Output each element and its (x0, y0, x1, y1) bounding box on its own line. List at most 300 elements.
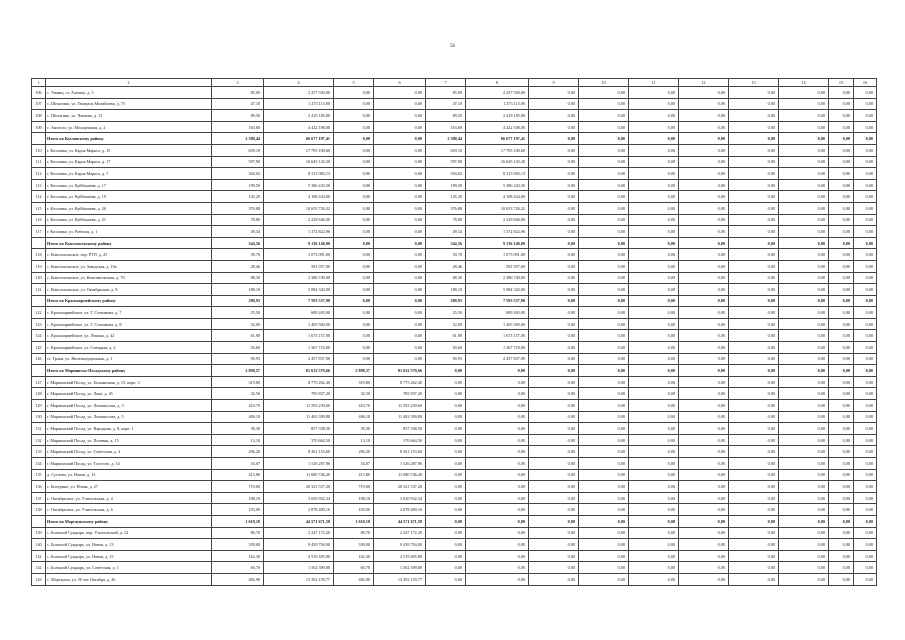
value-cell: 0,00 (829, 272, 854, 284)
value-cell: 0,00 (529, 307, 579, 319)
value-cell: 1 405 560,00 (264, 318, 334, 330)
value-cell: 5 084 343,00 (264, 284, 334, 296)
value-cell: 0,00 (779, 492, 829, 504)
value-cell: 0,00 (779, 179, 829, 191)
value-cell: 0,00 (679, 307, 729, 319)
value-cell: 78,80 (212, 214, 264, 226)
row-number-cell: 106 (32, 87, 46, 99)
row-number-cell: 126 (32, 353, 46, 365)
value-cell: 0,00 (679, 550, 729, 562)
value-cell: 0,00 (466, 423, 529, 435)
value-cell: 0,00 (829, 539, 854, 551)
value-cell: 0,00 (579, 353, 629, 365)
value-cell: 413,80 (212, 469, 264, 481)
value-cell: 0,00 (854, 237, 877, 249)
value-cell: 0,00 (679, 202, 729, 214)
value-cell: 0,00 (729, 318, 779, 330)
value-cell: 591 957,00 (264, 260, 334, 272)
value-cell: 0,00 (854, 110, 877, 122)
value-cell: 1 405 560,00 (466, 318, 529, 330)
row-number-cell: 107 (32, 98, 46, 110)
value-cell: 1 372 822,96 (264, 226, 334, 238)
value-cell: 0,00 (829, 446, 854, 458)
value-cell: 0,00 (779, 249, 829, 261)
row-number-cell: 131 (32, 423, 46, 435)
value-cell: 60,70 (334, 562, 374, 574)
address-cell: с. Большой Сундырь, ул. Советская, д. 1 (46, 562, 212, 574)
value-cell: 0,00 (529, 400, 579, 412)
value-cell: 188,10 (212, 284, 264, 296)
value-cell: 0,00 (829, 458, 854, 470)
row-number-cell (32, 365, 46, 377)
value-cell: 44 571 671,58 (374, 515, 426, 527)
value-cell: 0,00 (466, 481, 529, 493)
value-cell: 0,00 (829, 550, 854, 562)
value-cell: 413,80 (334, 469, 374, 481)
column-header: 5 (334, 79, 374, 87)
value-cell: 89,50 (212, 110, 264, 122)
row-number-cell: 119 (32, 260, 46, 272)
value-cell: 0,00 (579, 527, 629, 539)
value-cell: 0,00 (779, 504, 829, 516)
value-cell: 0,00 (629, 527, 679, 539)
value-cell: 719,00 (212, 481, 264, 493)
value-cell: 0,00 (829, 365, 854, 377)
value-cell: 719,00 (334, 481, 374, 493)
value-cell: 11 463 399,80 (374, 411, 426, 423)
value-cell: 25,50 (426, 307, 466, 319)
address-cell: с. Комсомольское, ул. Комсомольская, д. 70 (46, 272, 212, 284)
value-cell: 0,00 (374, 98, 426, 110)
value-cell: 11 463 399,80 (264, 411, 334, 423)
value-cell: 0,00 (466, 550, 529, 562)
value-cell: 0,00 (629, 249, 679, 261)
value-cell: 0,00 (426, 550, 466, 562)
value-cell: 0,00 (334, 110, 374, 122)
value-cell: 0,00 (529, 214, 579, 226)
value-cell: 3 020 932,34 (374, 492, 426, 504)
value-cell: 0,00 (679, 423, 729, 435)
value-cell: 0,00 (679, 330, 729, 342)
value-cell: 47,10 (426, 98, 466, 110)
value-cell: 0,00 (629, 121, 679, 133)
value-cell: 10 653 726,22 (466, 202, 529, 214)
value-cell: 89,50 (426, 110, 466, 122)
value-cell: 0,00 (629, 330, 679, 342)
value-cell: 0,00 (629, 388, 679, 400)
value-cell: 689 265,00 (264, 307, 334, 319)
value-cell: 0,00 (334, 226, 374, 238)
table-row (32, 307, 877, 319)
value-cell: 0,00 (854, 156, 877, 168)
value-cell: 0,00 (679, 214, 729, 226)
value-cell: 0,00 (829, 144, 854, 156)
value-cell: 0,00 (779, 156, 829, 168)
value-cell: 0,00 (334, 168, 374, 180)
address-cell: с. Шелагино, ул. Чапаева, д. 13 (46, 110, 212, 122)
value-cell: 0,00 (729, 527, 779, 539)
value-cell: 0,00 (579, 168, 629, 180)
table-row (32, 156, 877, 168)
value-cell: 0,00 (629, 469, 679, 481)
table-row (32, 423, 877, 435)
row-number-cell: 122 (32, 307, 46, 319)
value-cell: 0,00 (629, 446, 679, 458)
address-cell: д. Сутчево, ул. Новая, д. 13 (46, 469, 212, 481)
address-cell: г. Козловка, ул. Карла Маркса, д. 7 (46, 168, 212, 180)
value-cell: 0,00 (829, 423, 854, 435)
value-cell: 199,50 (212, 179, 264, 191)
value-cell: 0,00 (779, 539, 829, 551)
value-cell: 0,00 (579, 481, 629, 493)
value-cell: 0,00 (334, 202, 374, 214)
value-cell: 0,00 (854, 214, 877, 226)
value-cell: 1 073 091,00 (264, 249, 334, 261)
value-cell: 0,00 (529, 469, 579, 481)
value-cell: 0,00 (629, 226, 679, 238)
value-cell: 0,00 (779, 272, 829, 284)
value-cell: 0,00 (529, 226, 579, 238)
value-cell: 857 338,50 (374, 423, 426, 435)
value-cell: 0,00 (729, 515, 779, 527)
column-header: 9 (529, 79, 579, 87)
value-cell: 13 392 159,77 (264, 573, 334, 585)
value-cell: 0,00 (529, 481, 579, 493)
value-cell: 88,30 (426, 272, 466, 284)
value-cell: 296,20 (212, 446, 264, 458)
row-number-cell: 121 (32, 284, 46, 296)
value-cell: 39,30 (334, 423, 374, 435)
column-header: 12 (679, 79, 729, 87)
value-cell: 2 457 837,90 (466, 353, 529, 365)
value-cell: 370 664,50 (374, 434, 426, 446)
column-header: 16 (854, 79, 877, 87)
value-cell: 0,00 (426, 411, 466, 423)
column-header: 2 (46, 79, 212, 87)
value-cell: 0,00 (579, 562, 629, 574)
value-cell: 8 361 153,60 (374, 446, 426, 458)
value-cell: 0,00 (829, 481, 854, 493)
value-cell: 0,00 (579, 411, 629, 423)
value-cell: 0,00 (779, 98, 829, 110)
value-cell: 0,00 (829, 527, 854, 539)
value-cell: 4 108 434,00 (466, 191, 529, 203)
row-number-cell: 120 (32, 272, 46, 284)
value-cell: 0,00 (854, 284, 877, 296)
value-cell: 0,00 (854, 573, 877, 585)
row-number-cell: 128 (32, 388, 46, 400)
address-cell: г. Мариинский Посад, ул. Лаце, д. 45 (46, 388, 212, 400)
value-cell: 0,00 (629, 318, 679, 330)
table-total-row (32, 365, 877, 377)
value-cell: 0,00 (854, 446, 877, 458)
address-cell: г. Козловка, ул. Куйбышева, д. 21 (46, 214, 212, 226)
value-cell: 0,00 (854, 295, 877, 307)
value-cell: 0,00 (779, 260, 829, 272)
value-cell: 0,00 (854, 527, 877, 539)
value-cell: 0,00 (374, 110, 426, 122)
value-cell: 0,00 (679, 295, 729, 307)
value-cell: 0,00 (426, 400, 466, 412)
value-cell: 482,90 (212, 573, 264, 585)
value-cell: 0,00 (466, 573, 529, 585)
value-cell: 0,00 (854, 562, 877, 574)
value-cell: 0,00 (729, 260, 779, 272)
value-cell: 103,00 (334, 504, 374, 516)
value-cell: 1 610,18 (212, 515, 264, 527)
value-cell: 0,00 (426, 376, 466, 388)
value-cell: 2 457 837,90 (264, 353, 334, 365)
row-number-cell: 111 (32, 156, 46, 168)
value-cell: 296,20 (334, 446, 374, 458)
value-cell: 0,00 (829, 284, 854, 296)
value-cell: 0,00 (426, 515, 466, 527)
value-cell: 61,90 (212, 330, 264, 342)
value-cell: 1 367 718,00 (466, 342, 529, 354)
value-cell: 8 775 262,40 (264, 376, 334, 388)
value-cell: 0,00 (854, 133, 877, 145)
value-cell: 0,00 (679, 133, 729, 145)
value-cell: 0,00 (579, 272, 629, 284)
row-number-cell: 124 (32, 330, 46, 342)
value-cell: 0,00 (679, 515, 729, 527)
value-cell: 0,00 (829, 98, 854, 110)
value-cell: 0,00 (829, 492, 854, 504)
value-cell: 0,00 (679, 376, 729, 388)
value-cell: 145,20 (212, 191, 264, 203)
value-cell: 0,00 (529, 573, 579, 585)
value-cell: 20 321 537,20 (264, 481, 334, 493)
value-cell: 0,00 (579, 469, 629, 481)
table-row (32, 168, 877, 180)
value-cell: 410,70 (334, 400, 374, 412)
row-number-cell: 143 (32, 573, 46, 585)
value-cell: 0,00 (854, 388, 877, 400)
column-header: 7 (426, 79, 466, 87)
table-row (32, 191, 877, 203)
value-cell: 0,00 (854, 98, 877, 110)
row-number-cell: 108 (32, 110, 46, 122)
value-cell: 0,00 (529, 423, 579, 435)
value-cell: 0,00 (779, 318, 829, 330)
value-cell: 0,00 (374, 214, 426, 226)
value-cell: 1 526 287,96 (264, 458, 334, 470)
value-cell: 0,00 (779, 423, 829, 435)
value-cell: 0,00 (679, 562, 729, 574)
value-cell: 145,20 (426, 191, 466, 203)
value-cell: 0,00 (629, 504, 679, 516)
value-cell: 85,00 (212, 87, 264, 99)
value-cell: 80,70 (334, 527, 374, 539)
value-cell: 0,00 (529, 121, 579, 133)
value-cell: 0,00 (426, 504, 466, 516)
value-cell: 0,00 (579, 295, 629, 307)
row-number-cell: 129 (32, 400, 46, 412)
value-cell: 0,00 (829, 237, 854, 249)
table-row (32, 98, 877, 110)
value-cell: 0,00 (854, 353, 877, 365)
table-row (32, 121, 877, 133)
value-cell: 39,70 (426, 249, 466, 261)
value-cell: 0,00 (579, 376, 629, 388)
value-cell: 0,00 (679, 353, 729, 365)
table-row (32, 179, 877, 191)
value-cell: 0,00 (579, 318, 629, 330)
value-cell: 0,00 (629, 458, 679, 470)
value-cell: 0,00 (629, 133, 679, 145)
address-cell: г. Мариинский Посад, ул. Ломоносова, д. 5 (46, 411, 212, 423)
value-cell: 0,00 (529, 330, 579, 342)
value-cell: 0,00 (334, 330, 374, 342)
value-cell: 0,00 (629, 376, 679, 388)
value-cell: 0,00 (466, 411, 529, 423)
value-cell: 0,00 (579, 504, 629, 516)
value-cell: 1 526 287,96 (374, 458, 426, 470)
value-cell: 78,80 (426, 214, 466, 226)
value-cell: 0,00 (729, 342, 779, 354)
value-cell: 103,00 (212, 504, 264, 516)
value-cell: 9 136 140,00 (264, 237, 334, 249)
value-cell: 0,00 (779, 330, 829, 342)
value-cell: 0,00 (529, 272, 579, 284)
table-row (32, 318, 877, 330)
value-cell: 689 265,00 (466, 307, 529, 319)
address-cell: ст. Траки, ул. Железнодорожная, д. 1 (46, 353, 212, 365)
value-cell: 0,00 (679, 121, 729, 133)
value-cell: 0,00 (629, 550, 679, 562)
value-cell: 0,00 (854, 179, 877, 191)
value-cell: 0,00 (829, 515, 854, 527)
table-row (32, 110, 877, 122)
value-cell: 0,00 (829, 342, 854, 354)
value-cell: 0,00 (729, 550, 779, 562)
value-cell: 2 878 409,16 (374, 504, 426, 516)
value-cell: 0,00 (679, 365, 729, 377)
value-cell: 25,50 (212, 307, 264, 319)
value-cell: 0,00 (374, 202, 426, 214)
address-cell: Итого по Моргаушскому району (46, 515, 212, 527)
value-cell: 0,00 (629, 423, 679, 435)
value-cell: 20 321 537,20 (374, 481, 426, 493)
table-row (32, 411, 877, 423)
address-cell: г. Мариинский Посад, ул. Больничная, д. 15, корп. 3 (46, 376, 212, 388)
value-cell: 4 108 434,00 (264, 191, 334, 203)
value-cell: 0,00 (529, 318, 579, 330)
value-cell: 0,00 (629, 284, 679, 296)
value-cell: 0,00 (579, 237, 629, 249)
value-cell: 0,00 (466, 504, 529, 516)
value-cell: 0,00 (729, 330, 779, 342)
value-cell: 0,00 (779, 527, 829, 539)
value-cell: 0,00 (629, 168, 679, 180)
value-cell: 0,00 (334, 295, 374, 307)
value-cell: 0,00 (779, 481, 829, 493)
value-cell: 0,00 (334, 98, 374, 110)
value-cell: 0,00 (829, 87, 854, 99)
value-cell: 0,00 (579, 249, 629, 261)
value-cell: 28,46 (426, 260, 466, 272)
value-cell: 50,60 (212, 342, 264, 354)
value-cell: 0,00 (679, 469, 729, 481)
value-cell: 0,00 (529, 515, 579, 527)
value-cell: 410,70 (212, 400, 264, 412)
value-cell: 0,00 (529, 365, 579, 377)
value-cell: 4 422 108,00 (466, 121, 529, 133)
value-cell: 49,34 (212, 226, 264, 238)
value-cell: 0,00 (679, 144, 729, 156)
value-cell: 1 610,18 (334, 515, 374, 527)
value-cell: 0,00 (334, 237, 374, 249)
value-cell: 0,00 (629, 573, 679, 585)
address-cell: с. Ангисол, ул. Молодежная, д. 2 (46, 121, 212, 133)
value-cell: 0,00 (779, 284, 829, 296)
value-cell: 0,00 (829, 504, 854, 516)
value-cell: 0,00 (334, 87, 374, 99)
value-cell: 52,00 (212, 318, 264, 330)
value-cell: 0,00 (629, 144, 679, 156)
address-cell: г. Мариинский Посад, ул. Ломоносова, д. 3 (46, 400, 212, 412)
value-cell: 81 632 579,66 (264, 365, 334, 377)
value-cell: 1 562 399,80 (264, 562, 334, 574)
value-cell: 0,00 (629, 342, 679, 354)
value-cell: 319,80 (334, 376, 374, 388)
value-cell: 0,00 (529, 98, 579, 110)
value-cell: 0,00 (729, 214, 779, 226)
table-row (32, 481, 877, 493)
value-cell: 2 898,57 (212, 365, 264, 377)
value-cell: 0,00 (629, 110, 679, 122)
row-number-cell: 132 (32, 434, 46, 446)
value-cell: 0,00 (579, 539, 629, 551)
value-cell: 0,00 (854, 423, 877, 435)
address-cell: с. Комсомольское, ул. Октябрьская, д. 8 (46, 284, 212, 296)
value-cell: 0,00 (529, 562, 579, 574)
value-cell: 0,00 (334, 260, 374, 272)
column-header: 10 (579, 79, 629, 87)
value-cell: 0,00 (629, 515, 679, 527)
value-cell: 1 273 113,00 (264, 98, 334, 110)
value-cell: 0,00 (829, 121, 854, 133)
value-cell: 7 593 537,90 (264, 295, 334, 307)
value-cell: 0,00 (854, 307, 877, 319)
address-cell: с. Шелагино, ул. Генерала Михайлова, д. 75 (46, 98, 212, 110)
value-cell: 11 593 239,60 (264, 400, 334, 412)
value-cell: 0,00 (729, 202, 779, 214)
address-cell: с. Красноармейское, ул. Ленина, д. 42 (46, 330, 212, 342)
value-cell: 0,00 (679, 168, 729, 180)
data-table (31, 78, 877, 586)
value-cell: 0,00 (579, 492, 629, 504)
value-cell: 0,00 (829, 295, 854, 307)
value-cell: 11 680 746,40 (374, 469, 426, 481)
address-cell: с. Моргауши, ул. 50 лет Октября, д. 26 (46, 573, 212, 585)
value-cell: 66 677 197,41 (264, 133, 334, 145)
value-cell: 0,00 (854, 469, 877, 481)
value-cell: 0,00 (729, 110, 779, 122)
address-cell: с. Комсомольское, пер. РТП, д. 25 (46, 249, 212, 261)
column-header: 15 (829, 79, 854, 87)
value-cell: 0,00 (629, 307, 679, 319)
value-cell: 47,10 (212, 98, 264, 110)
value-cell: 0,00 (679, 388, 729, 400)
address-cell: г. Козловка, ул. Карла Маркса, д. 15 (46, 144, 212, 156)
value-cell: 49,34 (426, 226, 466, 238)
value-cell: 0,00 (729, 573, 779, 585)
value-cell: 0,00 (374, 249, 426, 261)
value-cell: 0,00 (679, 504, 729, 516)
value-cell: 0,00 (374, 237, 426, 249)
value-cell: 0,00 (374, 295, 426, 307)
